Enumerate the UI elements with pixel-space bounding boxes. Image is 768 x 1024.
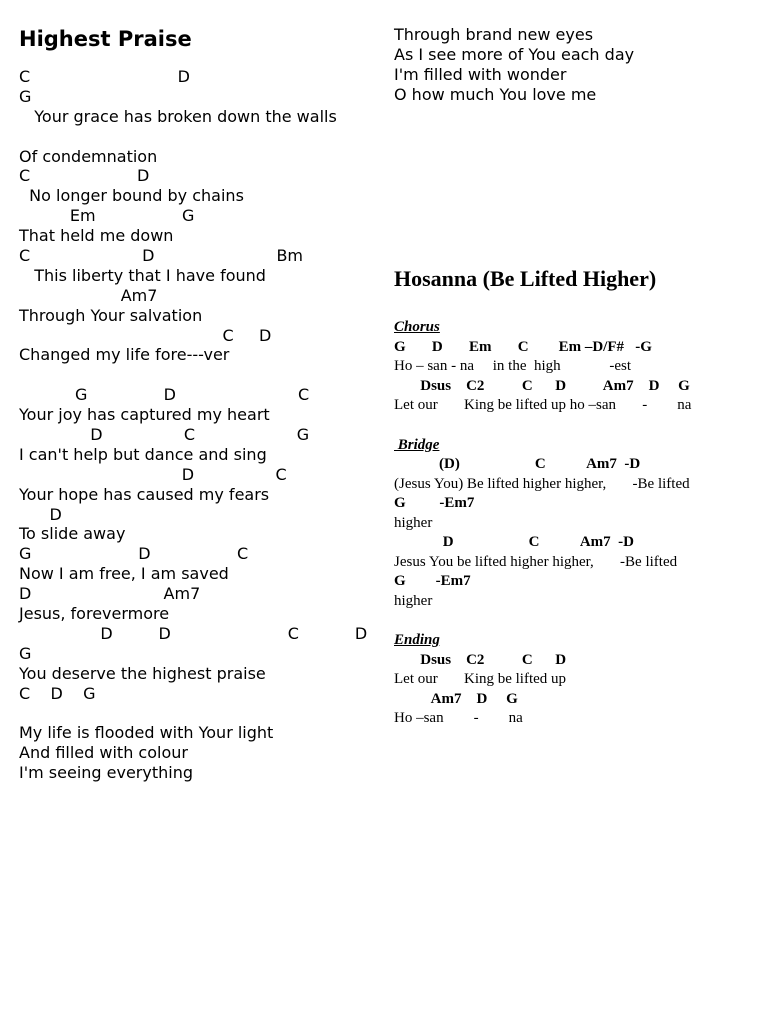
highest-praise-continued bbox=[394, 25, 764, 105]
chord-line: (D) C Am7 -D bbox=[394, 456, 641, 472]
lyric-line: Changed my life fore---ver bbox=[19, 345, 230, 365]
song-title-highest-praise: Highest Praise bbox=[19, 27, 192, 51]
song-title-hosanna: Hosanna (Be Lifted Higher) bbox=[394, 266, 657, 291]
lyric-line: Now I am free, I am saved bbox=[19, 564, 229, 584]
lyric-line: C D bbox=[19, 325, 272, 345]
chord-line: Dsus C2 C D Am7 D G bbox=[394, 377, 690, 394]
lyric-line: Your hope has caused my fears bbox=[19, 484, 270, 504]
lyric-line: My life is flooded with Your light bbox=[19, 723, 274, 743]
lyric-line: G D C bbox=[19, 385, 310, 405]
chord-line: Am7 D G bbox=[394, 690, 518, 707]
lyric-line: Am7 bbox=[19, 285, 158, 305]
lyric-line: Your grace has broken down the walls bbox=[19, 106, 337, 126]
chord-line: Dsus C2 C D bbox=[394, 651, 567, 668]
lyric-line: C D Bm bbox=[19, 246, 304, 266]
lyric-line: G bbox=[19, 86, 32, 106]
lyric-line: I'm filled with wonder bbox=[394, 65, 567, 84]
lyric-line: This liberty that I have found bbox=[19, 265, 266, 285]
lyric-line: D C G bbox=[19, 425, 310, 445]
chord-line: G D Em C Em –D/F# -G bbox=[394, 338, 652, 355]
lyric-line: Of condemnation bbox=[19, 146, 158, 166]
lyric-line: D bbox=[19, 504, 62, 524]
lyric-line: Jesus, forevermore bbox=[19, 604, 170, 624]
chord-line: D C Am7 -D bbox=[394, 534, 634, 550]
chord-line: G -Em7 bbox=[394, 573, 471, 589]
lyric-line: (Jesus You) Be lifted higher higher, -Be lifted bbox=[394, 475, 690, 492]
lyric-line: To slide away bbox=[19, 524, 126, 544]
hosanna-sections bbox=[394, 318, 764, 729]
lyric-line: I'm seeing everything bbox=[19, 763, 193, 783]
section-ending bbox=[394, 631, 764, 729]
lyric-line bbox=[19, 127, 379, 147]
lyric-line: higher bbox=[394, 592, 433, 609]
hosanna-column bbox=[394, 263, 764, 749]
section-label: Chorus bbox=[394, 319, 440, 335]
lyric-line: Your joy has captured my heart bbox=[19, 405, 270, 425]
lyric-line: C D G bbox=[19, 683, 96, 703]
lyric-line: No longer bound by chains bbox=[19, 186, 244, 206]
lyric-line: higher bbox=[394, 514, 433, 531]
lyric-line: That held me down bbox=[19, 226, 174, 246]
lyric-line: Em G bbox=[19, 206, 195, 226]
section-label: Bridge bbox=[394, 436, 440, 453]
lyric-line: I can't help but dance and sing bbox=[19, 444, 267, 464]
section-chorus bbox=[394, 318, 764, 416]
lyric-line: D Am7 bbox=[19, 584, 201, 604]
lyric-line: As I see more of You each day bbox=[394, 45, 635, 64]
lyric-line: D D C D bbox=[19, 623, 368, 643]
section-bridge bbox=[394, 436, 764, 612]
lyric-line: Through brand new eyes bbox=[394, 25, 594, 44]
highest-praise-column bbox=[19, 26, 379, 783]
lyric-line: D C bbox=[19, 464, 287, 484]
lyric-line: Ho – san - na in the high -est bbox=[394, 358, 632, 374]
lyric-line: G D C bbox=[19, 544, 249, 564]
chord-line: G -Em7 bbox=[394, 495, 475, 511]
lyric-line: You deserve the highest praise bbox=[19, 663, 266, 683]
lyric-line: Let our King be lifted up ho –san - na bbox=[394, 397, 692, 413]
section-label: Ending bbox=[394, 632, 440, 648]
lyric-line: G bbox=[19, 643, 32, 663]
lyric-line: Let our King be lifted up bbox=[394, 671, 567, 687]
lyric-line: Jesus You be lifted higher higher, -Be lifted bbox=[394, 553, 678, 570]
lyric-line: O how much You love me bbox=[394, 85, 597, 104]
lyric-line bbox=[19, 704, 379, 724]
highest-praise-lyrics bbox=[19, 67, 379, 783]
lyric-line bbox=[19, 365, 379, 385]
lyric-line: Ho –san - na bbox=[394, 710, 523, 726]
lyric-line: Through Your salvation bbox=[19, 305, 203, 325]
lyric-line: And filled with colour bbox=[19, 743, 188, 763]
lyric-line: C D bbox=[19, 67, 190, 86]
lyric-line: C D bbox=[19, 166, 150, 186]
